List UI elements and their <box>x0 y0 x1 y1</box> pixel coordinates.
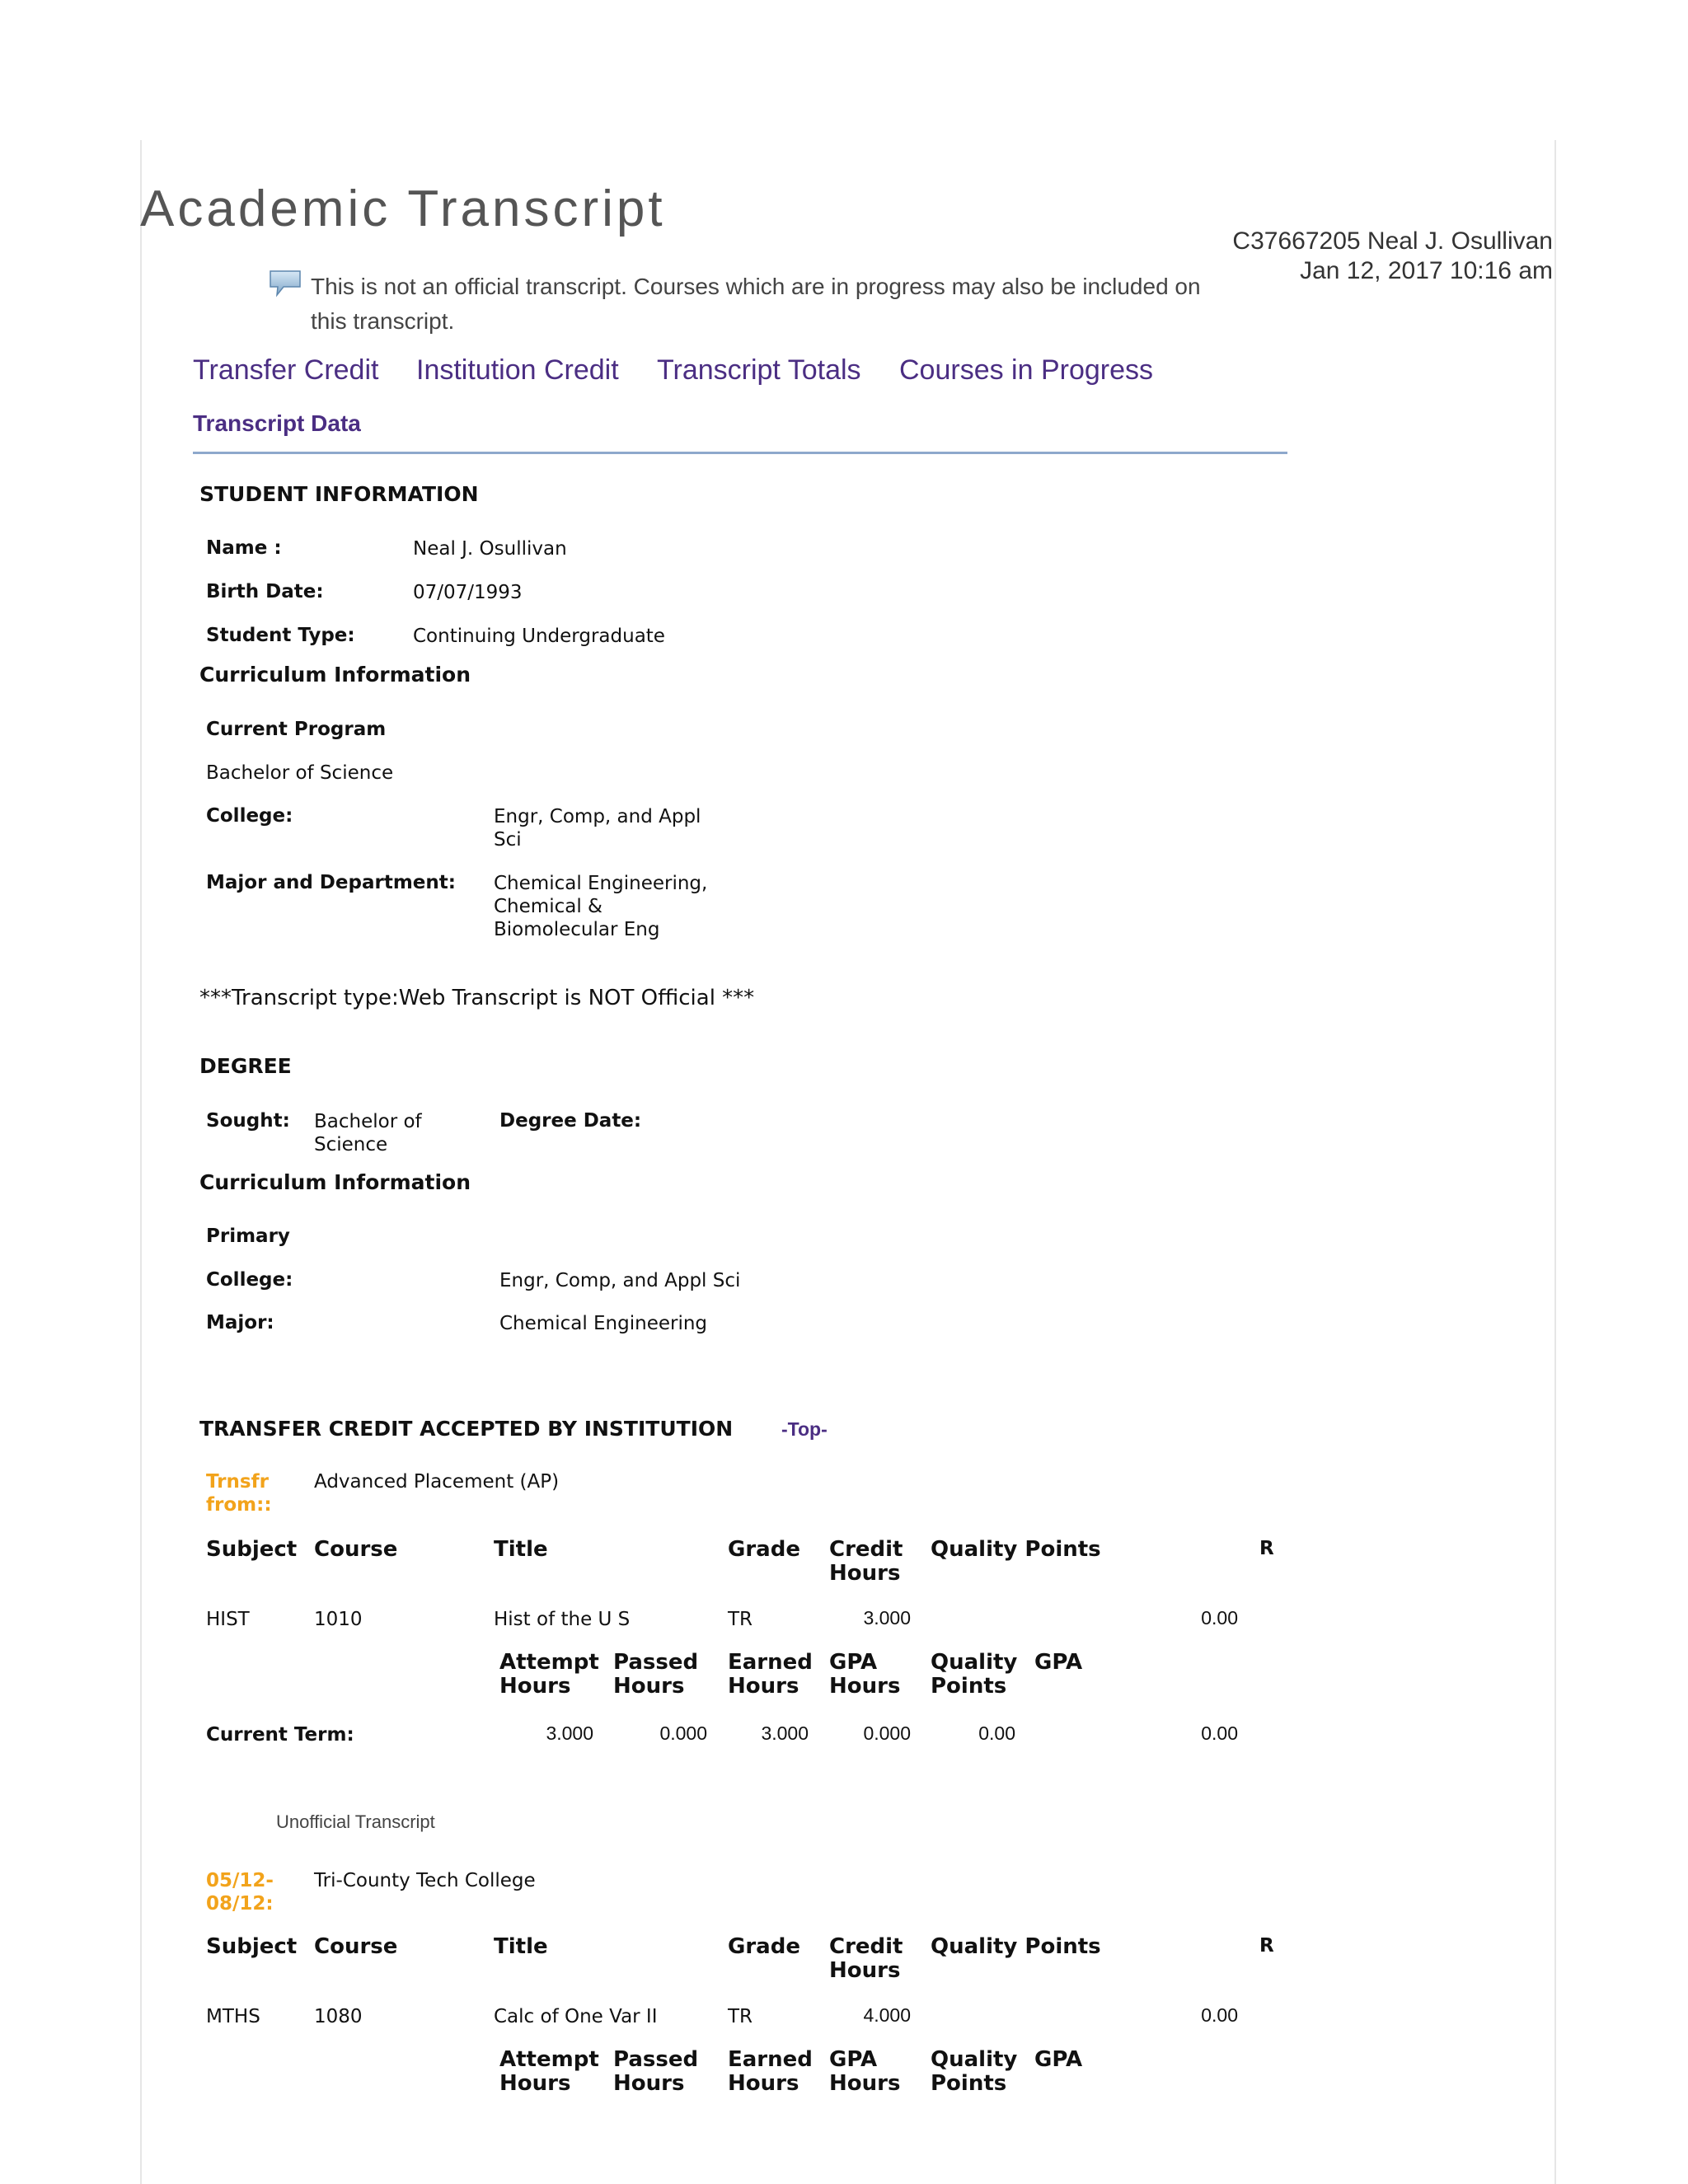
current-term-label: Current Term: <box>206 1724 354 1746</box>
curriculum-heading: Curriculum Information <box>199 663 471 687</box>
primary-major-value: Chemical Engineering <box>499 1313 708 1334</box>
birth-date-label: Birth Date: <box>206 581 324 602</box>
col-quality-points: Quality Points <box>931 1537 1101 1562</box>
top-link[interactable]: -Top- <box>781 1418 828 1440</box>
row-credit-hours-2: 4.000 <box>863 2004 911 2026</box>
col-grade-2: Grade <box>728 1934 800 1959</box>
college-label: College: <box>206 805 293 827</box>
major-department-label: Major and Department: <box>206 872 456 893</box>
col-earned-hours: Earned Hours <box>728 1650 813 1699</box>
degree-sought-value: Bachelor of Science <box>314 1111 422 1155</box>
col-total-quality-points: Quality Points <box>931 1650 1018 1699</box>
unofficial-transcript-note: Unofficial Transcript <box>276 1811 435 1832</box>
speech-bubble-icon <box>269 269 302 302</box>
col-credit-hours: Credit Hours <box>829 1537 903 1586</box>
primary-college-value: Engr, Comp, and Appl Sci <box>499 1270 741 1291</box>
col-title-2: Title <box>494 1934 548 1959</box>
row-subject-2: MTHS <box>206 2006 260 2027</box>
row-grade: TR <box>728 1609 753 1630</box>
student-id-name: C37667205 Neal J. Osullivan <box>1232 227 1553 255</box>
degree-sought-label: Sought: <box>206 1110 290 1132</box>
degree-heading: DEGREE <box>199 1054 292 1078</box>
student-info-heading: STUDENT INFORMATION <box>199 482 479 506</box>
transfer-credit-heading: TRANSFER CREDIT ACCEPTED BY INSTITUTION <box>199 1417 734 1441</box>
col-r-2: R <box>1259 1935 1274 1957</box>
row-credit-hours: 3.000 <box>863 1607 911 1629</box>
total-gpa: 0.00 <box>1201 1722 1238 1744</box>
student-type-value: Continuing Undergraduate <box>413 626 665 647</box>
total-passed: 0.000 <box>659 1722 707 1744</box>
col-attempt-hours: Attempt Hours <box>499 1650 599 1699</box>
nav-institution-credit[interactable]: Institution Credit <box>416 354 619 386</box>
row-quality-points-2: 0.00 <box>1201 2004 1238 2026</box>
col-total-quality-points-2: Quality Points <box>931 2047 1018 2096</box>
nav-transcript-totals[interactable]: Transcript Totals <box>657 354 861 386</box>
col-subject-2: Subject <box>206 1934 298 1959</box>
col-credit-hours-2: Credit Hours <box>829 1934 903 1983</box>
major-department-value: Chemical Engineering, Chemical & Biomolecular Eng <box>494 873 708 940</box>
birth-date-value: 07/07/1993 <box>413 582 523 603</box>
row-quality-points: 0.00 <box>1201 1607 1238 1629</box>
total-earned: 3.000 <box>761 1722 809 1744</box>
col-gpa-2: GPA <box>1034 2047 1083 2072</box>
transfer-from-label: Trnsfr from:: <box>206 1471 272 1516</box>
row-title: Hist of the U S <box>494 1609 631 1630</box>
col-course-2: Course <box>314 1934 398 1959</box>
row-course: 1010 <box>314 1609 363 1630</box>
row-grade-2: TR <box>728 2006 753 2027</box>
transfer-source-2: Tri-County Tech College <box>314 1870 536 1891</box>
curriculum-heading-2: Curriculum Information <box>199 1170 471 1194</box>
page-border-left <box>140 140 142 2184</box>
primary-label: Primary <box>206 1226 290 1247</box>
total-attempt: 3.000 <box>546 1722 593 1744</box>
nav-courses-in-progress[interactable]: Courses in Progress <box>899 354 1154 386</box>
transfer-date-range: 05/12-08/12: <box>206 1870 274 1915</box>
unofficial-notice: This is not an official transcript. Courses which are in progress may also be included on this transcript. <box>311 274 1201 334</box>
page-border-right <box>1554 140 1556 2184</box>
total-quality-points: 0.00 <box>978 1722 1015 1744</box>
degree-date-label: Degree Date: <box>499 1110 642 1132</box>
row-subject: HIST <box>206 1609 250 1630</box>
col-gpa: GPA <box>1034 1650 1083 1675</box>
col-course: Course <box>314 1537 398 1562</box>
col-attempt-hours-2: Attempt Hours <box>499 2047 599 2096</box>
col-grade: Grade <box>728 1537 800 1562</box>
transfer-source: Advanced Placement (AP) <box>314 1471 560 1493</box>
page-title: Academic Transcript <box>140 180 666 237</box>
col-r: R <box>1259 1538 1274 1559</box>
col-passed-hours-2: Passed Hours <box>613 2047 699 2096</box>
col-earned-hours-2: Earned Hours <box>728 2047 813 2096</box>
section-divider <box>193 452 1287 454</box>
student-type-label: Student Type: <box>206 625 355 646</box>
col-gpa-hours: GPA Hours <box>829 1650 901 1699</box>
transcript-type-note: ***Transcript type:Web Transcript is NOT Official *** <box>199 986 755 1010</box>
name-label: Name : <box>206 537 282 559</box>
name-value: Neal J. Osullivan <box>413 538 567 560</box>
transcript-data-label[interactable]: Transcript Data <box>193 410 361 436</box>
row-title-2: Calc of One Var II <box>494 2006 658 2027</box>
nav-transfer-credit[interactable]: Transfer Credit <box>193 354 379 386</box>
college-value: Engr, Comp, and Appl Sci <box>494 806 701 851</box>
current-program-label: Current Program <box>206 719 387 740</box>
col-quality-points-2: Quality Points <box>931 1934 1101 1959</box>
row-course-2: 1080 <box>314 2006 363 2027</box>
col-passed-hours: Passed Hours <box>613 1650 699 1699</box>
col-gpa-hours-2: GPA Hours <box>829 2047 901 2096</box>
primary-major-label: Major: <box>206 1312 274 1333</box>
col-subject: Subject <box>206 1537 298 1562</box>
col-title: Title <box>494 1537 548 1562</box>
report-datetime: Jan 12, 2017 10:16 am <box>1300 257 1553 284</box>
total-gpa-hours: 0.000 <box>863 1722 911 1744</box>
primary-college-label: College: <box>206 1269 293 1291</box>
current-program-value: Bachelor of Science <box>206 762 394 784</box>
